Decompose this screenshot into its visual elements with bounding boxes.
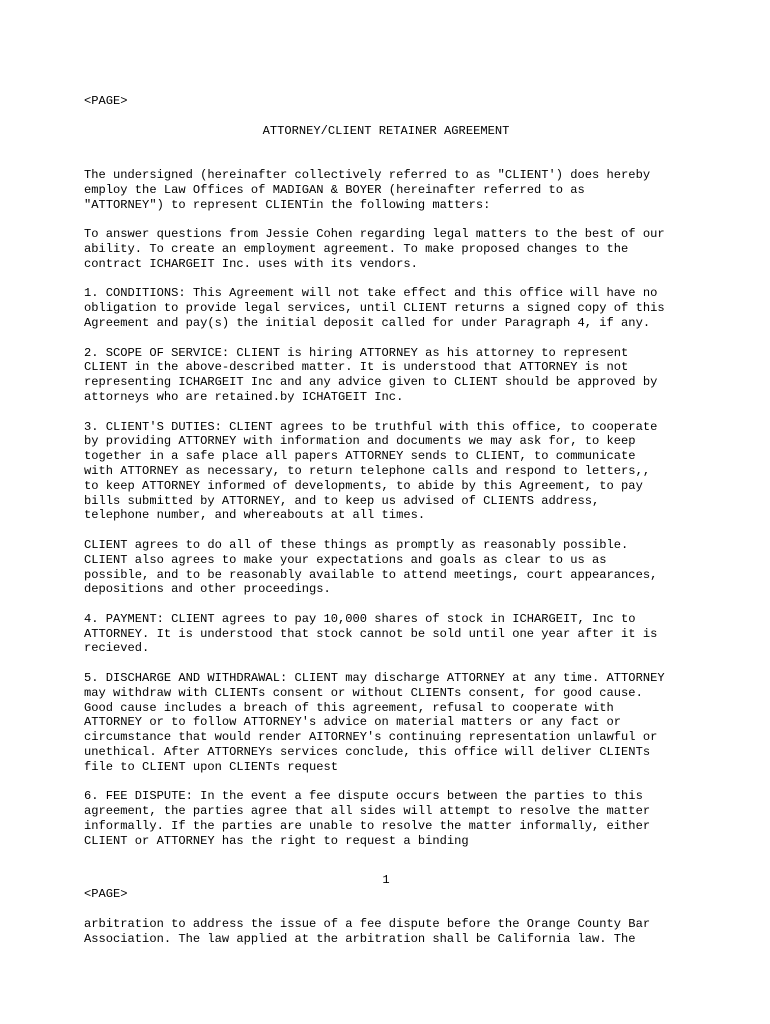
text-line: informally. If the parties are unable to resolve the matter informally, either [84,819,651,834]
text-line: unethical. After ATTORNEYs services conclude, this office will deliver CLIENTs [84,745,651,760]
text-line: by providing ATTORNEY with information and documents we may ask for, to keep [84,434,636,449]
text-line: Association. The law applied at the arbitration shall be California law. The [84,931,636,946]
document-page [84,94,724,947]
text-line: 6. FEE DISPUTE: In the event a fee dispute occurs between the parties to this [84,789,643,804]
page-number: 1 [382,872,390,887]
text-line: obligation to provide legal services, until CLIENT returns a signed copy of this [84,301,665,316]
text-line: agreement, the parties agree that all sides will attempt to resolve the matter [84,804,651,819]
text-line: Good cause includes a breach of this agreement, refusal to cooperate with [84,700,614,715]
paragraph-discharge-withdrawal [84,671,724,775]
page-marker: <PAGE> [84,94,128,108]
paragraph-client-duties-continued [84,538,724,597]
paragraph-scope-of-service [84,346,724,405]
text-line: CLIENT in the above-described matter. It is understood that ATTORNEY is not [84,360,629,375]
text-line: 3. CLIENT'S DUTIES: CLIENT agrees to be truthful with this office, to cooperate [84,419,658,434]
text-line: employ the Law Offices of MADIGAN & BOYER (hereinafter referred to as [84,182,585,197]
paragraph-payment [84,612,724,656]
paragraph-matters [84,227,724,271]
page-marker-2: <PAGE> [84,887,128,902]
text-line: to keep ATTORNEY informed of developments, to abide by this Agreement, to pay [84,478,643,493]
text-line: "ATTORNEY") to represent CLIENTin the following matters: [84,197,491,212]
text-line: file to CLIENT upon CLIENTs request [84,759,339,774]
text-line: ability. To create an employment agreement. To make proposed changes to the [84,241,629,256]
text-line: with ATTORNEY as necessary, to return telephone calls and respond to letters,, [84,463,651,478]
text-line: 4. PAYMENT: CLIENT agrees to pay 10,000 shares of stock in ICHARGEIT, Inc to [84,611,636,626]
text-line: ATTORNEY. It is understood that stock cannot be sold until one year after it is [84,626,658,641]
text-line: 2. SCOPE OF SERVICE: CLIENT is hiring ATTORNEY as his attorney to represent [84,345,629,360]
text-line: bills submitted by ATTORNEY, and to keep us advised of CLIENTS address, [84,493,600,508]
text-line: CLIENT or ATTORNEY has the right to request a binding [84,833,469,848]
text-line: together in a safe place all papers ATTORNEY sends to CLIENT, to communicate [84,449,636,464]
text-line: CLIENT also agrees to make your expectations and goals as clear to us as [84,552,607,567]
text-line: To answer questions from Jessie Cohen regarding legal matters to the best of our [84,227,665,242]
text-line: 5. DISCHARGE AND WITHDRAWAL: CLIENT may discharge ATTORNEY at any time. ATTORNEY [84,671,665,686]
text-line: ATTORNEY or to follow ATTORNEY's advice on material matters or any fact or [84,715,622,730]
text-line: CLIENT agrees to do all of these things as promptly as reasonably possible. [84,537,629,552]
text-line: arbitration to address the issue of a fee dispute before the Orange County Bar [84,917,651,932]
text-line: possible, and to be reasonably available to attend meetings, court appearances, [84,567,658,582]
text-line: contract ICHARGEIT Inc. uses with its vendors. [84,256,418,271]
paragraph-fee-dispute [84,789,724,848]
text-line: telephone number, and whereabouts at all times. [84,508,426,523]
paragraph-page2-continuation [84,917,724,947]
text-line: recieved. [84,641,150,656]
document-title: ATTORNEY/CLIENT RETAINER AGREEMENT [262,123,510,138]
text-line: may withdraw with CLIENTs consent or without CLIENTs consent, for good cause. [84,685,643,700]
text-line: depositions and other proceedings. [84,582,331,597]
paragraph-conditions [84,286,724,330]
text-line: The undersigned (hereinafter collectively referred to as "CLIENT') does hereby [84,167,651,182]
text-line: circumstance that would render AITORNEY's continuing representation unlawful or [84,730,658,745]
text-line: Agreement and pay(s) the initial deposit called for under Paragraph 4, if any. [84,315,651,330]
paragraph-client-duties [84,420,724,524]
paragraph-intro [84,168,724,212]
text-line: 1. CONDITIONS: This Agreement will not take effect and this office will have no [84,286,658,301]
text-line: attorneys who are retained.by ICHATGEIT Inc. [84,389,404,404]
text-line: representing ICHARGEIT Inc and any advice given to CLIENT should be approved by [84,375,658,390]
